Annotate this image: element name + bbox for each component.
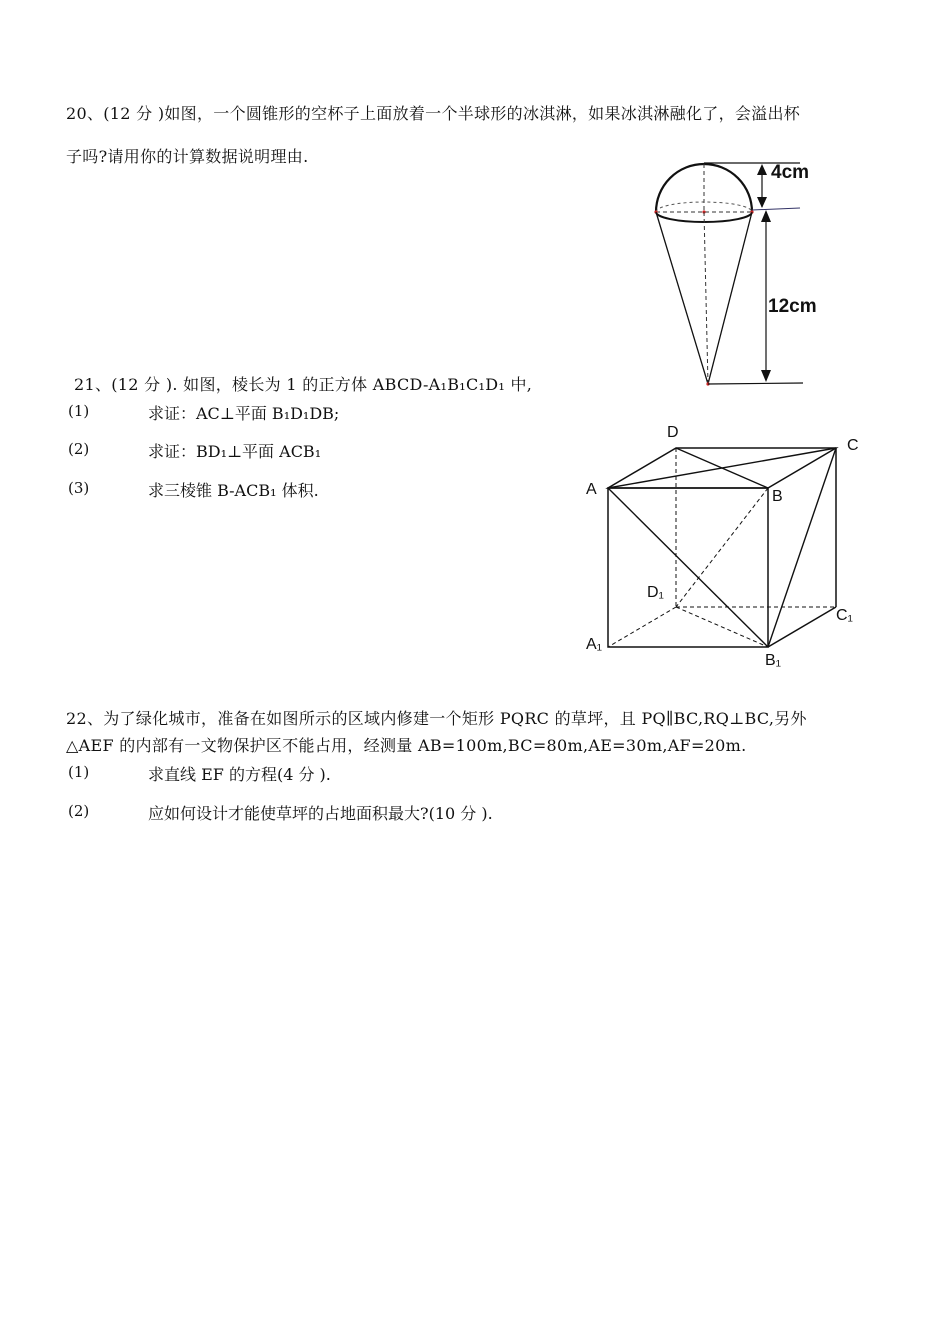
q22-item2-text: 应如何设计才能使草坪的占地面积最大?(10 分 ).	[148, 804, 493, 823]
q22-item2-num: (2)	[68, 802, 90, 820]
label-D: D	[667, 424, 679, 441]
arrow-down-icon	[757, 197, 767, 208]
label-12cm: 12cm	[768, 296, 817, 317]
label-C: C	[847, 437, 859, 454]
q22-item1-text: 求直线 EF 的方程(4 分 ).	[148, 765, 331, 784]
q21-intro: 21、(12 分 ). 如图，棱长为 1 的正方体 ABCD-A₁B₁C₁D₁ 中,	[74, 375, 533, 394]
q22-line2: △AEF 的内部有一文物保护区不能占用，经测量 AB=100m,BC=80m,AE=30m,AF=20m.	[66, 736, 747, 755]
cone-right-edge	[708, 212, 752, 384]
hidden-edge	[608, 607, 676, 647]
q22-line1: 22、为了绿化城市，准备在如图所示的区域内修建一个矩形 PQRC 的草坪，且 PQ∥BC,RQ⊥BC,另外	[66, 709, 807, 728]
q21-item1-num: (1)	[68, 402, 90, 420]
cube-figure	[580, 415, 870, 675]
label-4cm: 4cm	[771, 162, 810, 183]
q21-item1-text: 求证：AC⊥平面 B₁D₁DB;	[148, 404, 340, 423]
diagonal-BD	[676, 448, 768, 488]
q21-item2-text: 求证：BD₁⊥平面 ACB₁	[148, 442, 322, 461]
mid-ref-line	[752, 208, 800, 210]
q22-item1-num: (1)	[68, 763, 90, 781]
label-A: A	[586, 481, 597, 498]
arrow-down-icon	[761, 370, 771, 382]
diagonal-CB1	[768, 448, 836, 647]
arrow-up-icon	[757, 164, 767, 175]
q21-item2-num: (2)	[68, 440, 90, 458]
q21-item3-text: 求三棱锥 B-ACB₁ 体积.	[148, 481, 319, 500]
ice-cream-cone-figure	[640, 150, 830, 395]
bottom-ref-line	[708, 383, 803, 384]
q20-line1: 20、(12 分 )如图，一个圆锥形的空杯子上面放着一个半球形的冰淇淋，如果冰淇淋融化了，会溢出杯	[66, 104, 801, 123]
q20-line2: 子吗?请用你的计算数据说明理由.	[66, 147, 309, 166]
label-B: B	[772, 488, 783, 505]
diagonal-AB1	[608, 488, 768, 647]
label-C1: C₁	[836, 607, 853, 624]
hidden-diagonal-BD1	[676, 488, 768, 607]
q21-item3-num: (3)	[68, 479, 90, 497]
hidden-diagonal-B1D1	[676, 607, 768, 647]
label-B1: B₁	[765, 652, 782, 669]
cone-axis	[704, 212, 708, 384]
label-D1: D₁	[647, 584, 664, 601]
label-A1: A₁	[586, 636, 603, 653]
arrow-up-icon	[761, 210, 771, 222]
cone-left-edge	[656, 212, 708, 384]
